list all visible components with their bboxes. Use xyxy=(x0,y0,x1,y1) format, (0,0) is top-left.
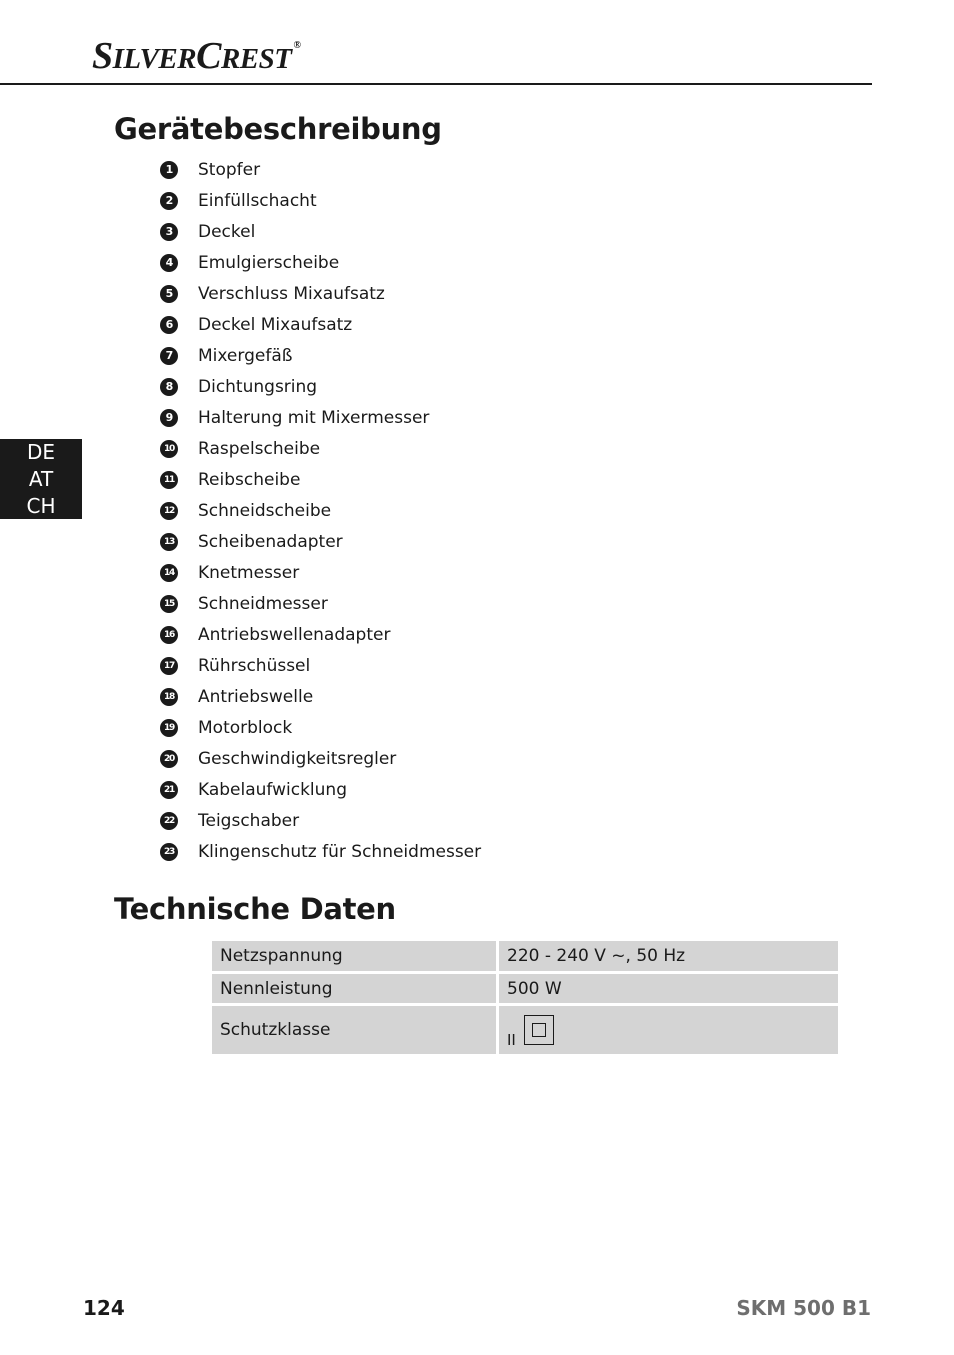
part-label: Klingenschutz für Schneidmesser xyxy=(198,841,482,862)
list-item xyxy=(160,774,481,805)
list-item xyxy=(160,619,481,650)
table-cell-value xyxy=(498,1005,839,1055)
item-number-badge: 2 xyxy=(160,192,178,210)
language-at: AT xyxy=(28,466,54,491)
item-number-badge: 16 xyxy=(160,626,178,644)
part-label: Reibscheibe xyxy=(198,469,301,490)
item-number-badge: 7 xyxy=(160,347,178,365)
section-title-technical: Technische Daten xyxy=(114,892,396,926)
item-number-badge: 11 xyxy=(160,471,178,489)
part-label: Halterung mit Mixermesser xyxy=(198,407,430,428)
part-label: Antriebswellenadapter xyxy=(198,624,391,645)
list-item xyxy=(160,154,481,185)
part-label: Teigschaber xyxy=(198,810,300,831)
list-item xyxy=(160,743,481,774)
item-number-badge: 3 xyxy=(160,223,178,241)
part-label: Emulgierscheibe xyxy=(198,252,340,273)
list-item xyxy=(160,588,481,619)
list-item xyxy=(160,185,481,216)
list-item xyxy=(160,464,481,495)
list-item xyxy=(160,650,481,681)
table-cell-key: Schutzklasse xyxy=(212,1005,498,1055)
part-label: Schneidscheibe xyxy=(198,500,332,521)
table-cell-key: Nennleistung xyxy=(212,973,498,1005)
part-label: Einfüllschacht xyxy=(198,190,317,211)
section-title-description: Gerätebeschreibung xyxy=(114,112,442,146)
item-number-badge: 8 xyxy=(160,378,178,396)
table-row xyxy=(212,941,838,973)
item-number-badge: 20 xyxy=(160,750,178,768)
table-cell-value: 500 W xyxy=(498,973,839,1005)
item-number-badge: 15 xyxy=(160,595,178,613)
item-number-badge: 6 xyxy=(160,316,178,334)
list-item xyxy=(160,340,481,371)
table-row xyxy=(212,973,838,1005)
part-label: Deckel Mixaufsatz xyxy=(198,314,353,335)
page-number: 124 xyxy=(83,1296,125,1320)
item-number-badge: 18 xyxy=(160,688,178,706)
item-number-badge: 5 xyxy=(160,285,178,303)
part-label: Scheibenadapter xyxy=(198,531,343,552)
item-number-badge: 23 xyxy=(160,843,178,861)
protection-class-label: II xyxy=(507,1030,516,1049)
list-item xyxy=(160,526,481,557)
item-number-badge: 1 xyxy=(160,161,178,179)
list-item xyxy=(160,805,481,836)
part-label: Stopfer xyxy=(198,159,261,180)
part-label: Motorblock xyxy=(198,717,293,738)
item-number-badge: 21 xyxy=(160,781,178,799)
item-number-badge: 12 xyxy=(160,502,178,520)
protection-class xyxy=(507,1015,554,1049)
header-rule xyxy=(0,83,872,85)
list-item xyxy=(160,681,481,712)
part-label: Antriebswelle xyxy=(198,686,314,707)
part-label: Mixergefäß xyxy=(198,345,293,366)
part-label: Deckel xyxy=(198,221,256,242)
table-cell-key: Netzspannung xyxy=(212,941,498,973)
silvercrest-logo: SILVERCREST ® xyxy=(92,35,301,77)
table-cell-value: 220 - 240 V ~, 50 Hz xyxy=(498,941,839,973)
protection-class-ii-icon xyxy=(524,1015,554,1045)
part-label: Knetmesser xyxy=(198,562,300,583)
language-ch: CH xyxy=(26,493,56,518)
part-label: Verschluss Mixaufsatz xyxy=(198,283,385,304)
item-number-badge: 10 xyxy=(160,440,178,458)
item-number-badge: 13 xyxy=(160,533,178,551)
list-item xyxy=(160,216,481,247)
item-number-badge: 17 xyxy=(160,657,178,675)
list-item xyxy=(160,433,481,464)
language-tab xyxy=(0,439,82,519)
list-item xyxy=(160,309,481,340)
item-number-badge: 22 xyxy=(160,812,178,830)
parts-list xyxy=(160,154,481,867)
part-label: Dichtungsring xyxy=(198,376,318,397)
item-number-badge: 4 xyxy=(160,254,178,272)
list-item xyxy=(160,712,481,743)
item-number-badge: 14 xyxy=(160,564,178,582)
list-item xyxy=(160,371,481,402)
table-row xyxy=(212,1005,838,1055)
technical-data-table xyxy=(212,941,838,1054)
list-item xyxy=(160,278,481,309)
part-label: Schneidmesser xyxy=(198,593,328,614)
part-label: Rührschüssel xyxy=(198,655,311,676)
list-item xyxy=(160,836,481,867)
part-label: Raspelscheibe xyxy=(198,438,321,459)
model-number: SKM 500 B1 xyxy=(736,1296,871,1320)
language-de: DE xyxy=(26,439,56,464)
list-item xyxy=(160,402,481,433)
list-item xyxy=(160,495,481,526)
list-item xyxy=(160,557,481,588)
item-number-badge: 9 xyxy=(160,409,178,427)
item-number-badge: 19 xyxy=(160,719,178,737)
list-item xyxy=(160,247,481,278)
part-label: Kabelaufwicklung xyxy=(198,779,347,800)
part-label: Geschwindigkeitsregler xyxy=(198,748,397,769)
